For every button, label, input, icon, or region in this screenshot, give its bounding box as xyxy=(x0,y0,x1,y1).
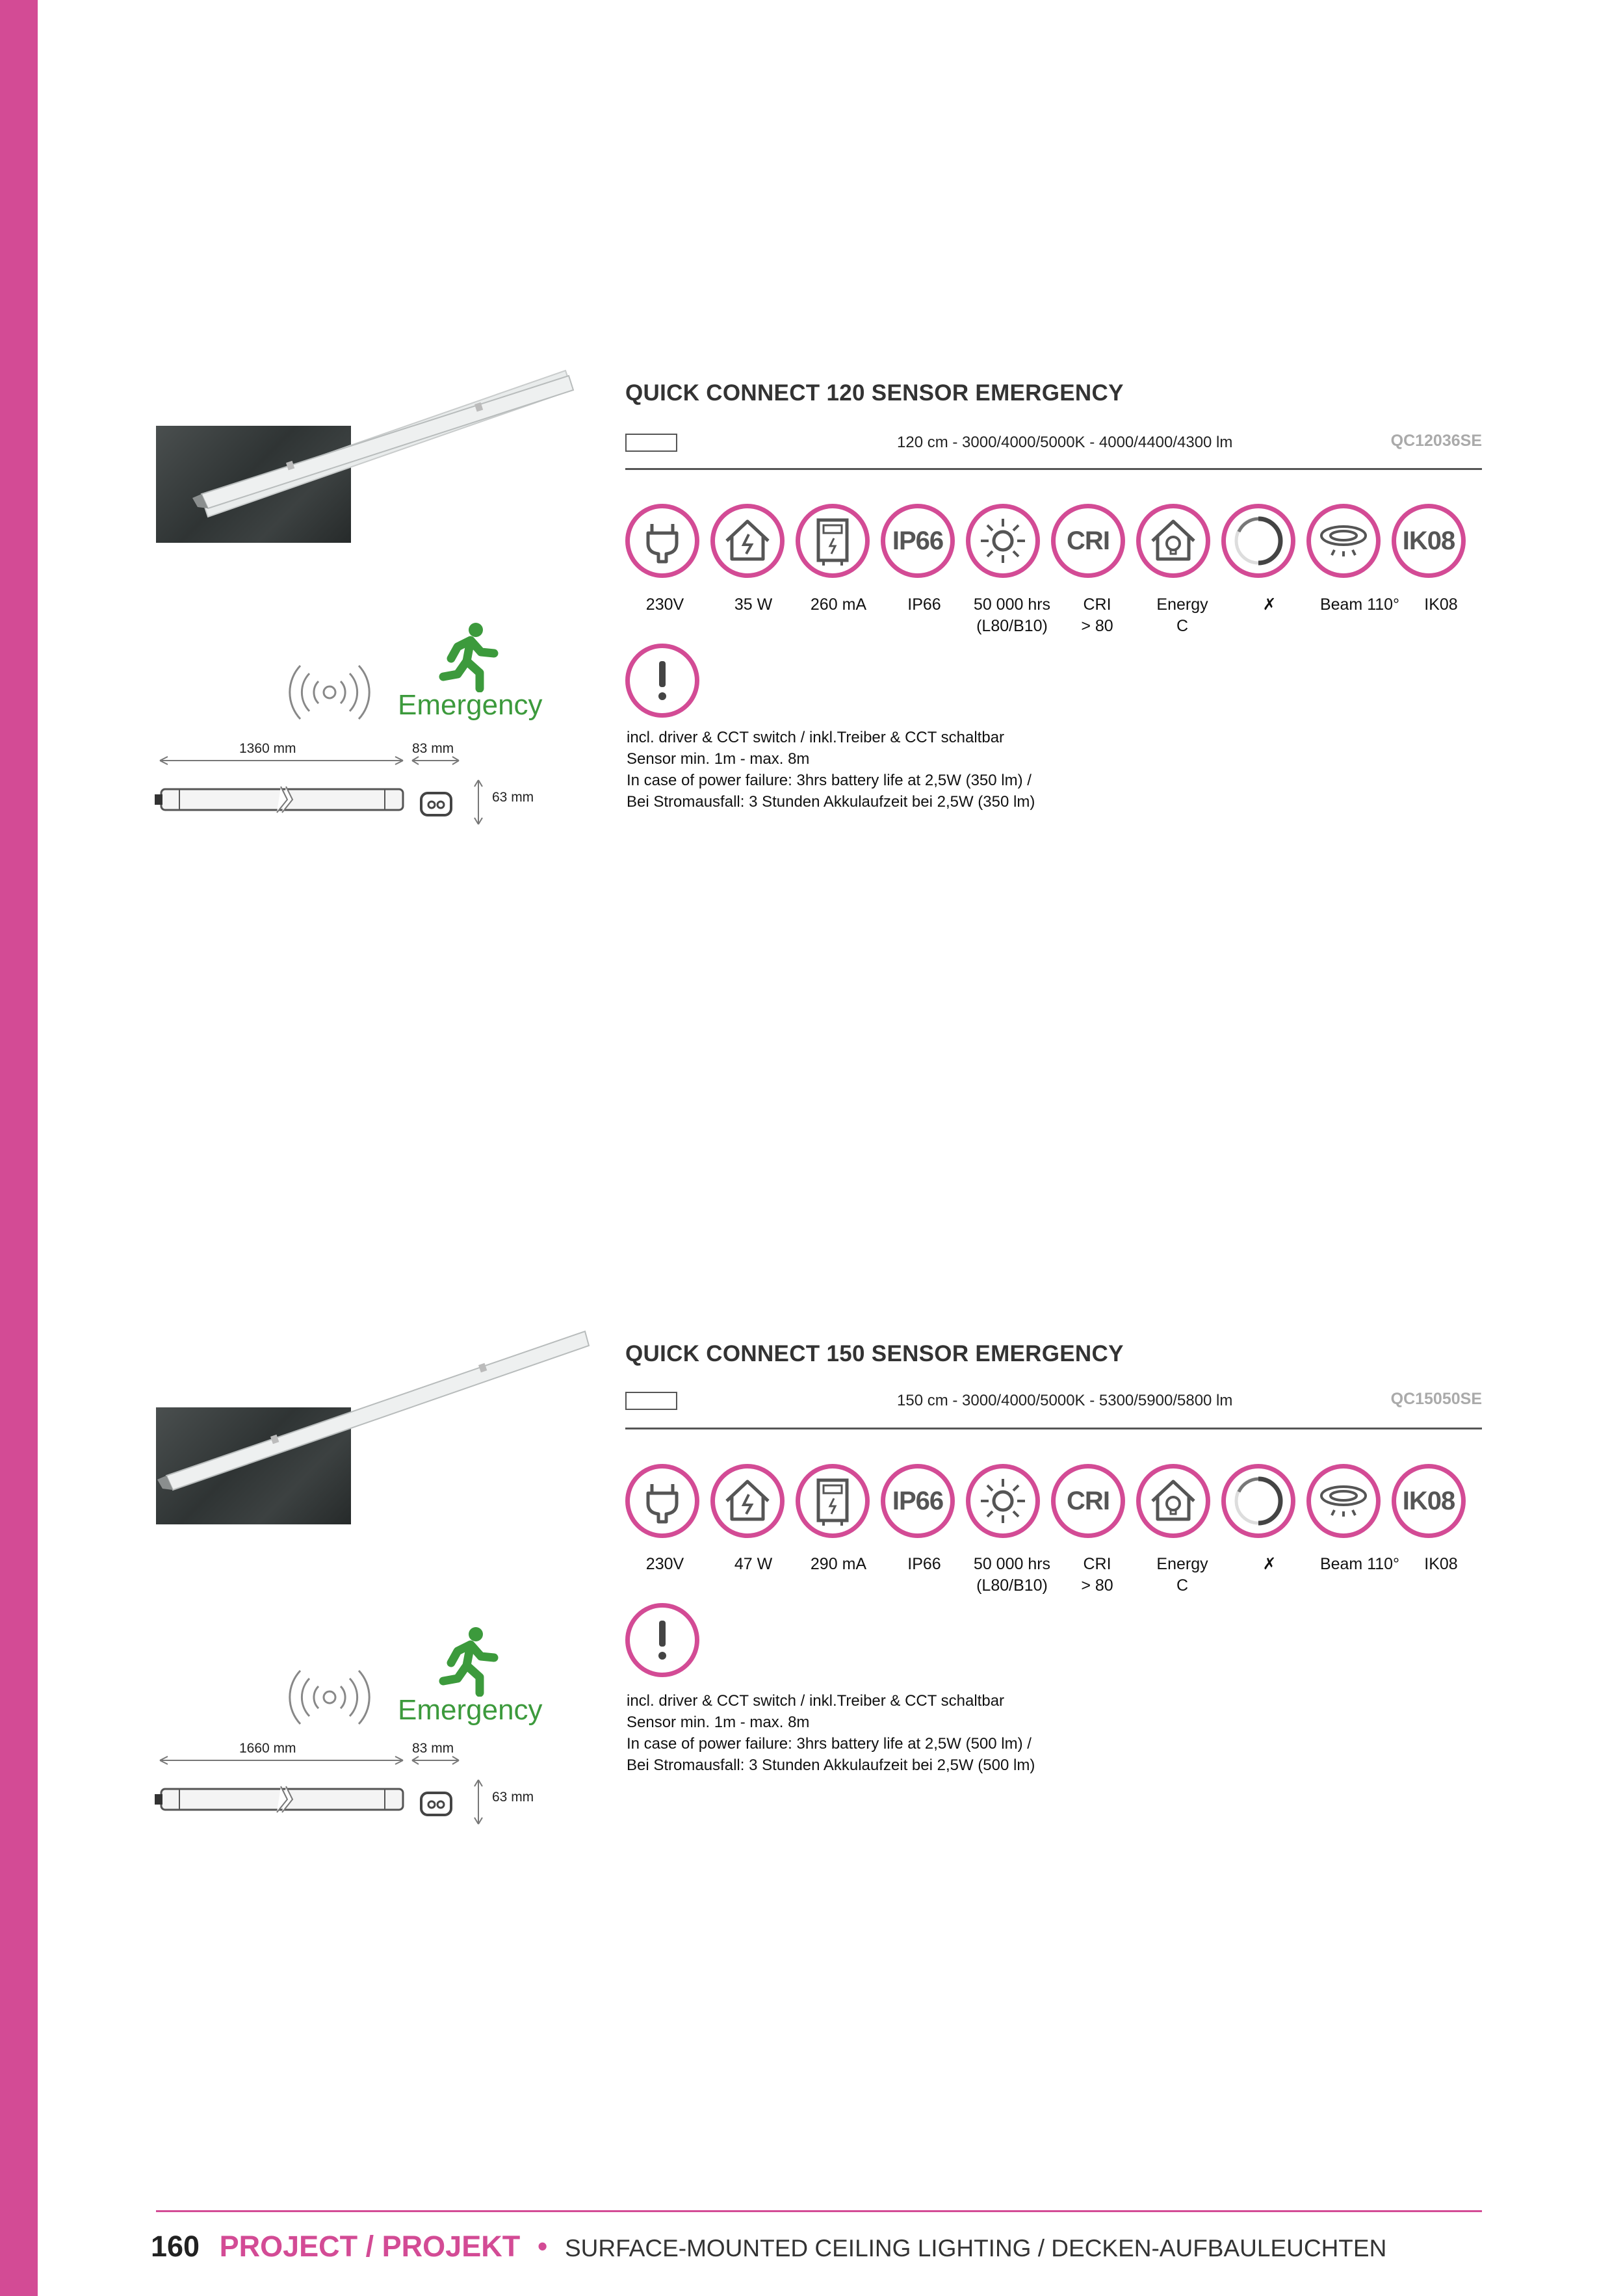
spec-lifetime xyxy=(970,594,1054,637)
footer-bullet: • xyxy=(537,2230,548,2263)
house-power-icon xyxy=(710,504,785,578)
spec-dimmable: ✗ xyxy=(1262,595,1277,614)
title-rule xyxy=(625,468,1482,470)
ip66-icon: IP66 xyxy=(881,1464,955,1538)
spec-lifetime-line2: (L80/B10) xyxy=(976,617,1048,635)
product-notes xyxy=(627,1690,1342,1776)
spec-cri-line1: CRI xyxy=(1083,1555,1111,1573)
beam-angle-icon xyxy=(1306,504,1381,578)
title-rule xyxy=(625,1428,1482,1429)
spec-current: 260 mA xyxy=(810,595,867,614)
spec-beam: Beam 110° xyxy=(1319,1555,1400,1573)
dim-width: 83 mm xyxy=(412,741,454,756)
warning-icon xyxy=(625,644,699,718)
note-line: In case of power failure: 3hrs battery life at 2,5W (500 lm) / xyxy=(627,1735,1032,1753)
spec-cri-line2: > 80 xyxy=(1081,1576,1113,1595)
driver-icon xyxy=(796,504,870,578)
emergency-label: Emergency xyxy=(398,689,543,721)
product-title: QUICK CONNECT 150 SENSOR EMERGENCY xyxy=(625,1341,1124,1366)
note-line: Sensor min. 1m - max. 8m xyxy=(627,1714,810,1731)
plug-icon xyxy=(625,1464,699,1538)
dim-length: 1360 mm xyxy=(239,741,296,756)
house-energy-icon xyxy=(1136,504,1210,578)
dimming-icon xyxy=(1221,1464,1295,1538)
footer-rule xyxy=(156,2210,1482,2212)
product-variant: 120 cm - 3000/4000/5000K - 4000/4400/4300 lm xyxy=(897,434,1233,451)
spec-energy-line1: Energy xyxy=(1156,1555,1208,1573)
driver-icon xyxy=(796,1464,870,1538)
page-footer xyxy=(151,2230,1386,2263)
note-line: Bei Stromausfall: 3 Stunden Akkulaufzeit bei 2,5W (350 lm) xyxy=(627,793,1035,811)
spec-lifetime-line1: 50 000 hrs xyxy=(973,595,1051,614)
spec-ik: IK08 xyxy=(1424,1555,1458,1573)
product-tube-image xyxy=(0,0,520,260)
ik08-icon: IK08 xyxy=(1392,504,1466,578)
spec-cri xyxy=(1055,1554,1139,1597)
sensor-icon xyxy=(281,1662,378,1733)
product-block-1 xyxy=(0,0,1623,811)
spec-voltage: 230V xyxy=(645,595,684,614)
cri-icon: CRI xyxy=(1051,504,1125,578)
product-title: QUICK CONNECT 120 SENSOR EMERGENCY xyxy=(625,380,1124,406)
spec-icon-row xyxy=(625,1464,1483,1548)
note-line: incl. driver & CCT switch / inkl.Treiber & CCT schaltbar xyxy=(627,1692,1005,1710)
emergency-exit-runner-icon xyxy=(434,1625,506,1697)
spec-icon-row xyxy=(625,504,1483,588)
spec-cri xyxy=(1055,594,1139,637)
note-line: Sensor min. 1m - max. 8m xyxy=(627,750,810,768)
spec-ip: IP66 xyxy=(907,595,941,614)
dimension-drawing xyxy=(153,1754,491,1832)
product-variant: 150 cm - 3000/4000/5000K - 5300/5900/5800 lm xyxy=(897,1392,1233,1409)
section-title: PROJECT / PROJEKT xyxy=(219,2230,521,2263)
spec-lifetime xyxy=(970,1554,1054,1597)
spec-lifetime-line1: 50 000 hrs xyxy=(973,1555,1051,1573)
cri-icon: CRI xyxy=(1051,1464,1125,1538)
product-tube-image xyxy=(153,1326,595,1495)
ik08-icon: IK08 xyxy=(1392,1464,1466,1538)
note-line: incl. driver & CCT switch / inkl.Treiber & CCT schaltbar xyxy=(627,729,1005,746)
product-tube-image xyxy=(188,371,578,514)
dim-height: 63 mm xyxy=(492,790,534,805)
spec-power: 35 W xyxy=(734,595,773,614)
dim-length: 1660 mm xyxy=(239,1741,296,1756)
house-power-icon xyxy=(710,1464,785,1538)
product-code: QC15050SE xyxy=(1390,1390,1482,1408)
page-number: 160 xyxy=(151,2230,200,2263)
note-line: Bei Stromausfall: 3 Stunden Akkulaufzeit bei 2,5W (500 lm) xyxy=(627,1756,1035,1774)
spec-power: 47 W xyxy=(734,1555,773,1573)
spec-energy-line2: C xyxy=(1176,1576,1189,1595)
spec-dimmable: ✗ xyxy=(1262,1555,1277,1573)
product-notes xyxy=(627,727,1342,813)
spec-voltage: 230V xyxy=(645,1555,684,1573)
spec-energy-line1: Energy xyxy=(1156,595,1208,614)
spec-energy xyxy=(1140,594,1225,637)
spec-energy-line2: C xyxy=(1176,617,1189,635)
product-block-2 xyxy=(0,975,1623,1805)
spec-energy xyxy=(1140,1554,1225,1597)
spec-lifetime-line2: (L80/B10) xyxy=(976,1576,1048,1595)
product-code: QC12036SE xyxy=(1390,432,1482,450)
section-subtitle: SURFACE-MOUNTED CEILING LIGHTING / DECKEN-AUFBAULEUCHTEN xyxy=(565,2235,1387,2262)
plug-icon xyxy=(625,504,699,578)
beam-angle-icon xyxy=(1306,1464,1381,1538)
warning-icon xyxy=(625,1603,699,1677)
color-swatch xyxy=(625,434,677,452)
spec-cri-line1: CRI xyxy=(1083,595,1111,614)
dimension-drawing xyxy=(153,754,491,832)
ip66-icon: IP66 xyxy=(881,504,955,578)
emergency-exit-runner-icon xyxy=(434,621,506,692)
spec-current: 290 mA xyxy=(810,1555,867,1573)
dim-height: 63 mm xyxy=(492,1790,534,1805)
color-swatch xyxy=(625,1392,677,1410)
spec-ip: IP66 xyxy=(907,1555,941,1573)
light-sun-icon xyxy=(966,1464,1040,1538)
spec-ik: IK08 xyxy=(1424,595,1458,614)
sensor-icon xyxy=(281,657,378,728)
spec-beam: Beam 110° xyxy=(1319,595,1400,614)
light-sun-icon xyxy=(966,504,1040,578)
dim-width: 83 mm xyxy=(412,1741,454,1756)
note-line: In case of power failure: 3hrs battery life at 2,5W (350 lm) / xyxy=(627,772,1032,789)
house-energy-icon xyxy=(1136,1464,1210,1538)
spec-cri-line2: > 80 xyxy=(1081,617,1113,635)
dimming-icon xyxy=(1221,504,1295,578)
emergency-label: Emergency xyxy=(398,1694,543,1726)
